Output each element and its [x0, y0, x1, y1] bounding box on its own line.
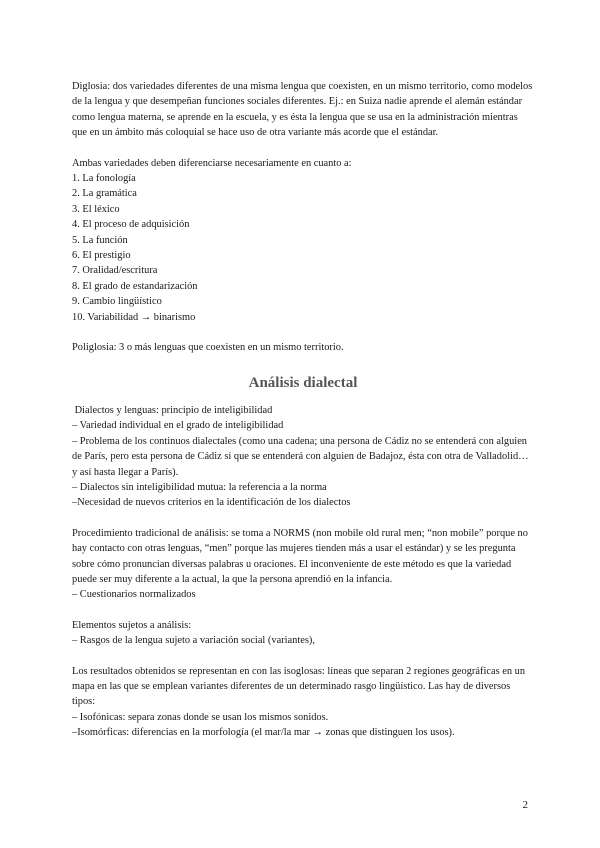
diglosia-paragraph: Diglosia: dos variedades diferentes de una misma lengua que coexisten, en un mismo territorio, como modelos de la lengua y que desempeñan funciones sociales diferentes. Ej.: en Suiza nadie aprende el alemán estándar como lengua materna, se aprende en la escuela, y es ésta la lengua que se usa en la administración mientras que en un ámbito más coloquial se hace uso de otra variante más acorde que el estándar. [72, 81, 533, 139]
list-item: 6. El prestigio [72, 250, 131, 262]
procedure-bullet: – Cuestionarios normalizados [72, 589, 196, 601]
results-item: –Isomórficas: diferencias en la morfología (el mar/la mar → zonas que distinguen los usos). [72, 727, 455, 739]
results-paragraph: Los resultados obtenidos se representan en con las isoglosas: líneas que separan 2 regiones geográficas en un mapa en las que se emplean variantes diferentes de un determinado rasgo lingüístico. Las hay de diversos tipos: [72, 665, 526, 708]
list-item: 9. Cambio lingüístico [72, 296, 162, 308]
list-item: 4. El proceso de adquisición [72, 219, 190, 231]
dialect-line: – Problema de los continuos dialectales (como una cadena; una persona de Cádiz no se entenderá con alguien de París, pero esta persona de Cádiz sí que se entenderá con alguien de Badajoz, ésta con otra de Valladolid… y así hasta llegar a París). [72, 435, 529, 478]
dialect-line: –Necesidad de nuevos criterios en la identificación de los dialectos [72, 497, 351, 509]
list-item: 2. La gramática [72, 188, 137, 200]
procedure-paragraph: Procedimiento tradicional de análisis: se toma a NORMS (non mobile old rural men; “non mobile” porque no hay contacto con otras lenguas, “men” porque las mujeres tienden más a usar el estándar) y se les pregunta sobre cómo pronuncian diversas palabras u oraciones. El inconveniente de este método es que la variedad puede ser muy diferente a la actual, la que la persona aprendió en la infancia. [72, 527, 528, 585]
criteria-block [72, 156, 534, 325]
dialect-line: – Variedad individual en el grado de inteligibilidad [72, 420, 284, 432]
list-item: 7. Oralidad/escritura [72, 265, 158, 277]
procedure-block [72, 526, 534, 603]
page-number: 2 [522, 799, 528, 811]
criteria-list [72, 171, 534, 325]
list-item: 10. Variabilidad → binarismo [72, 311, 196, 323]
poliglosia-paragraph: Poliglosia: 3 o más lenguas que coexisten en un mismo territorio. [72, 342, 344, 354]
list-item: 5. La función [72, 234, 128, 246]
results-item: – Isofónicas: separa zonas donde se usan los mismos sonidos. [72, 711, 329, 723]
document-page [72, 79, 534, 741]
elements-block [72, 618, 534, 649]
elements-intro: Elementos sujetos a análisis: [72, 619, 192, 631]
dialect-line: Dialectos y lenguas: principio de inteligibilidad [72, 404, 273, 416]
list-item: 3. El léxico [72, 203, 120, 215]
list-item: 8. El grado de estandarización [72, 280, 198, 292]
section-heading: Análisis dialectal [248, 374, 358, 391]
list-item: 1. La fonología [72, 173, 136, 185]
results-block [72, 664, 534, 741]
dialects-block [72, 403, 534, 511]
dialect-line: – Dialectos sin inteligibilidad mutua: la referencia a la norma [72, 481, 327, 493]
elements-bullet: – Rasgos de la lengua sujeto a variación social (variantes), [72, 635, 315, 647]
criteria-intro: Ambas variedades deben diferenciarse necesariamente en cuanto a: [72, 157, 352, 169]
